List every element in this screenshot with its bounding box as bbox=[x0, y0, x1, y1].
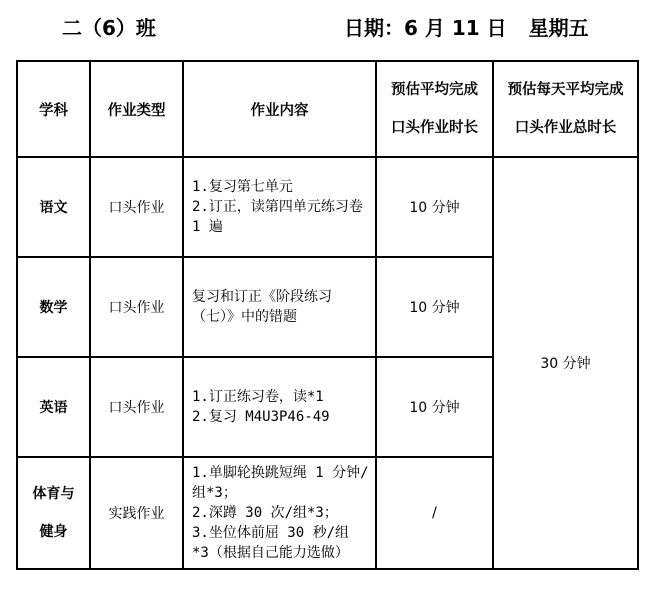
date-text: 日期：6 月 11 日 bbox=[344, 16, 507, 40]
total-duration-cell: 30 分钟 bbox=[493, 157, 638, 569]
content-line: 2.复习 M4U3P46-49 bbox=[192, 409, 330, 425]
subject-cell bbox=[17, 457, 90, 569]
content-cell bbox=[183, 157, 376, 257]
subject-line: 体育与 bbox=[32, 486, 75, 502]
content-line: 1.单脚轮换跳短绳 1 分钟/组*3； bbox=[192, 465, 369, 501]
col-content-header: 作业内容 bbox=[183, 61, 376, 157]
content-line: 复习和订正《阶段练习（七）》中的错题 bbox=[192, 289, 332, 325]
duration-cell: 10 分钟 bbox=[376, 257, 493, 357]
duration-cell: 10 分钟 bbox=[376, 157, 493, 257]
weekday-text: 星期五 bbox=[528, 16, 589, 40]
header-row bbox=[17, 61, 638, 157]
col-duration-header bbox=[376, 61, 493, 157]
homework-table bbox=[16, 60, 639, 570]
type-cell: 口头作业 bbox=[90, 357, 183, 457]
duration-cell: / bbox=[376, 457, 493, 569]
content-line: 2.订正，读第四单元练习卷 1 遍 bbox=[192, 199, 363, 235]
content-cell bbox=[183, 457, 376, 569]
content-cell bbox=[183, 357, 376, 457]
type-cell: 实践作业 bbox=[90, 457, 183, 569]
type-cell: 口头作业 bbox=[90, 157, 183, 257]
subject-cell: 英语 bbox=[17, 357, 90, 457]
col-total-header bbox=[493, 61, 638, 157]
subject-cell: 语文 bbox=[17, 157, 90, 257]
col-duration-header-line1: 预估平均完成 bbox=[391, 82, 478, 98]
col-duration-header-line2: 口头作业时长 bbox=[391, 120, 478, 136]
col-total-header-line1: 预估每天平均完成 bbox=[507, 82, 624, 98]
col-total-header-line2: 口头作业总时长 bbox=[514, 120, 617, 136]
type-cell: 口头作业 bbox=[90, 257, 183, 357]
class-title: 二（6）班 bbox=[62, 16, 156, 40]
table-row-chinese bbox=[17, 157, 638, 257]
content-line: 2.深蹲 30 次/组*3； bbox=[192, 505, 338, 521]
duration-cell: 10 分钟 bbox=[376, 357, 493, 457]
content-line: 1.订正练习卷，读*1 bbox=[192, 389, 324, 405]
content-line: 1.复习第七单元 bbox=[192, 179, 293, 195]
content-line: 3.坐位体前屈 30 秒/组 *3（根据自己能力选做） bbox=[192, 525, 350, 561]
subject-cell: 数学 bbox=[17, 257, 90, 357]
col-subject-header: 学科 bbox=[17, 61, 90, 157]
date-title bbox=[344, 12, 589, 41]
subject-line: 健身 bbox=[39, 524, 68, 540]
content-cell bbox=[183, 257, 376, 357]
col-type-header: 作业类型 bbox=[90, 61, 183, 157]
